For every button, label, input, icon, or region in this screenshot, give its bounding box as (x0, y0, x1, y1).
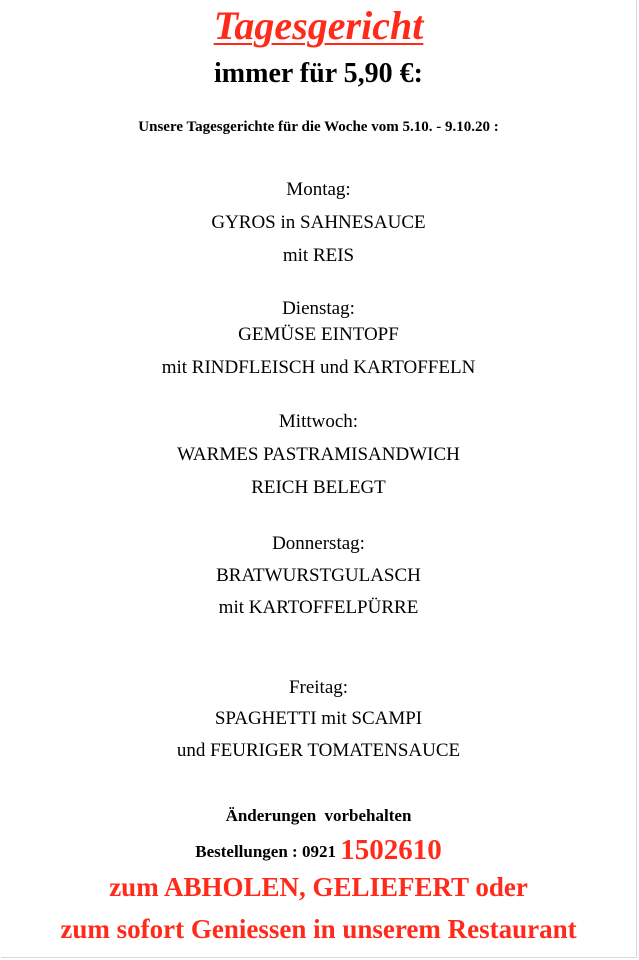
dish-freitag-line2: und FEURIGER TOMATENSAUCE (176, 740, 461, 761)
dish-donnerstag-line1: BRATWURSTGULASCH (216, 565, 421, 586)
day-label-mittwoch: Mittwoch: (278, 411, 359, 432)
day-label-donnerstag: Donnerstag: (272, 533, 365, 554)
day-label-montag: Montag: (286, 179, 351, 200)
dish-montag-line1: GYROS in SAHNESAUCE (211, 212, 426, 233)
title-text: Tagesgericht (213, 3, 424, 48)
week-info: Unsere Tagesgerichte für die Woche vom 5.10. - 9.10.20 : (138, 119, 499, 135)
dish-mittwoch-line2: REICH BELEGT (251, 477, 386, 498)
dish-dienstag-line1: GEMÜSE EINTOPF (238, 324, 399, 345)
dish-donnerstag-line2: mit KARTOFFELPÜRRE (218, 597, 419, 618)
menu-sheet (1, 0, 637, 958)
dish-montag-line2: mit REIS (282, 245, 355, 266)
day-label-dienstag: Dienstag: (282, 298, 355, 319)
changes-notice: Änderungen vorbehalten (225, 806, 412, 825)
day-label-freitag: Freitag: (288, 677, 349, 698)
phone-number: 1502610 (340, 834, 442, 866)
order-phone-line (1, 836, 636, 865)
dish-mittwoch-line1: WARMES PASTRAMISANDWICH (177, 444, 460, 465)
dish-dienstag-line2: mit RINDFLEISCH und KARTOFFELN (161, 357, 476, 378)
price-subtitle: immer für 5,90 €: (214, 58, 423, 89)
page-title (1, 3, 636, 48)
order-label: Bestellungen : 0921 (195, 842, 336, 861)
service-line-1: zum ABHOLEN, GELIEFERT oder (109, 872, 528, 902)
dish-freitag-line1: SPAGHETTI mit SCAMPI (214, 708, 423, 729)
service-line-2: zum sofort Geniessen in unserem Restaurant (60, 914, 577, 944)
